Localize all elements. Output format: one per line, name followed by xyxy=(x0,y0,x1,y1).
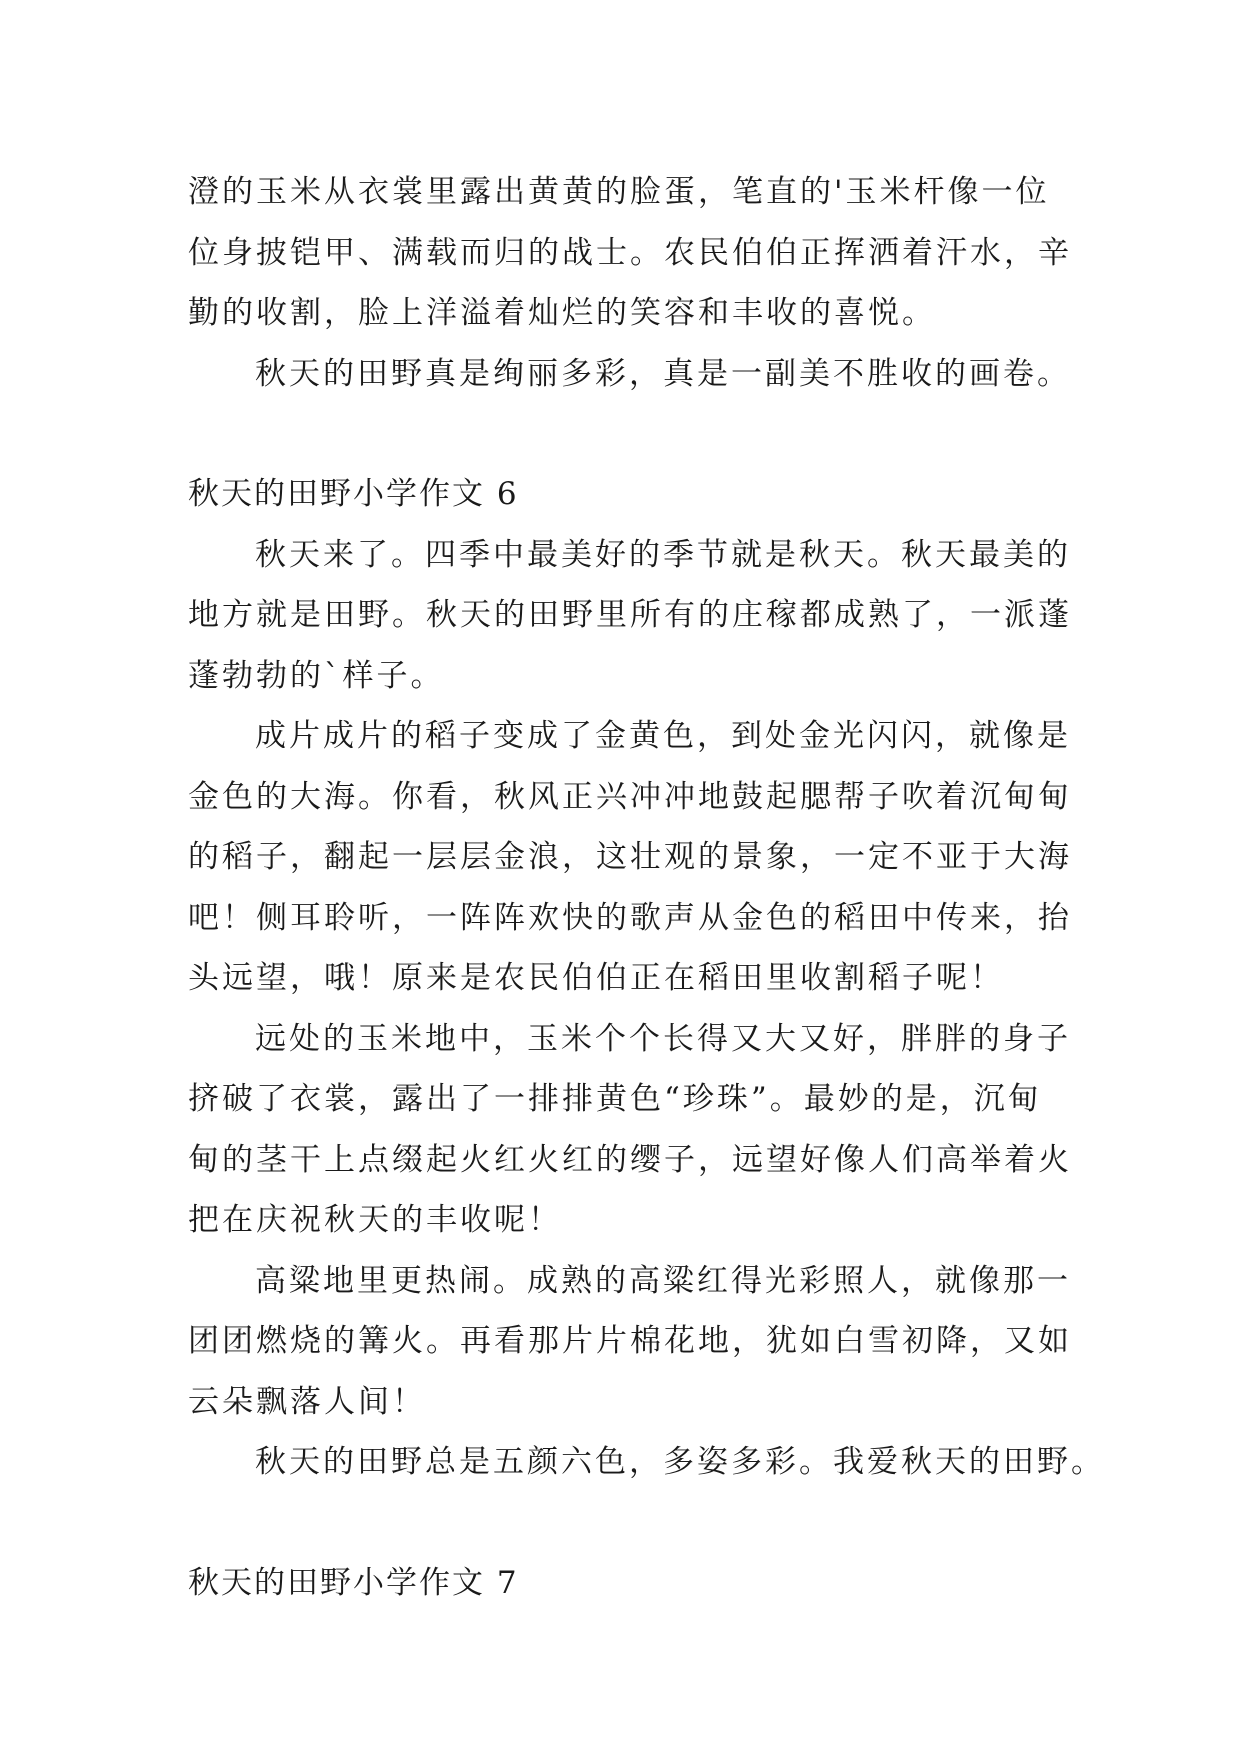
text-line: 秋天的田野总是五颜六色，多姿多彩。我爱秋天的田野。 xyxy=(255,1444,1105,1480)
text-line: 成片成片的稻子变成了金黄色，到处金光闪闪，就像是 xyxy=(255,718,1071,754)
paragraph xyxy=(188,1009,1072,1251)
text-line: 的稻子，翻起一层层金浪，这壮观的景象，一定不亚于大海 xyxy=(188,839,1072,875)
text-line: 甸的茎干上点缀起火红火红的缨子，远望好像人们高举着火 xyxy=(188,1141,1072,1178)
paragraph xyxy=(188,706,1072,1009)
paragraph xyxy=(188,1432,1105,1493)
section-heading: 秋天的田野小学作文 6 xyxy=(188,476,519,512)
paragraph xyxy=(188,344,1071,405)
text-line: 高粱地里更热闹。成熟的高粱红得光彩照人，就像那一 xyxy=(255,1262,1071,1299)
paragraph xyxy=(188,525,1072,707)
text-line: 挤破了衣裳，露出了一排排黄色“珍珠”。最妙的是，沉甸 xyxy=(188,1081,1042,1117)
text-line: 金色的大海。你看，秋风正兴冲冲地鼓起腮帮子吹着沉甸甸 xyxy=(188,778,1072,815)
text-line: 澄的玉米从衣裳里露出黄黄的脸蛋，笔直的'玉米杆像一位 xyxy=(188,174,1050,210)
text-line: 地方就是田野。秋天的田野里所有的庄稼都成熟了，一派蓬 xyxy=(188,597,1072,633)
spacer xyxy=(188,1493,1058,1553)
section-heading: 秋天的田野小学作文 7 xyxy=(188,1564,519,1601)
paragraph xyxy=(188,1251,1072,1433)
text-line: 秋天的田野真是绚丽多彩，真是一副美不胜收的画卷。 xyxy=(255,355,1071,392)
text-line: 秋天来了。四季中最美好的季节就是秋天。秋天最美的 xyxy=(255,536,1071,573)
text-line: 把在庆祝秋天的丰收呢！ xyxy=(188,1202,562,1238)
text-line: 头远望，哦！原来是农民伯伯正在稻田里收割稻子呢！ xyxy=(188,960,1004,996)
paragraph xyxy=(188,162,1072,344)
document-body xyxy=(188,162,1105,1613)
text-line: 吧！侧耳聆听，一阵阵欢快的歌声从金色的稻田中传来，抬 xyxy=(188,899,1072,936)
text-line: 团团燃烧的篝火。再看那片片棉花地，犹如白雪初降，又如 xyxy=(188,1323,1072,1359)
text-line: 蓬勃勃的`样子。 xyxy=(188,657,445,694)
text-line: 位身披铠甲、满载而归的战士。农民伯伯正挥洒着汗水，辛 xyxy=(188,234,1072,271)
text-line: 勤的收割，脸上洋溢着灿烂的笑容和丰收的喜悦。 xyxy=(188,295,936,331)
spacer xyxy=(188,404,1058,464)
text-line: 云朵飘落人间！ xyxy=(188,1383,426,1420)
text-line: 远处的玉米地中，玉米个个长得又大又好，胖胖的身子 xyxy=(255,1020,1071,1057)
